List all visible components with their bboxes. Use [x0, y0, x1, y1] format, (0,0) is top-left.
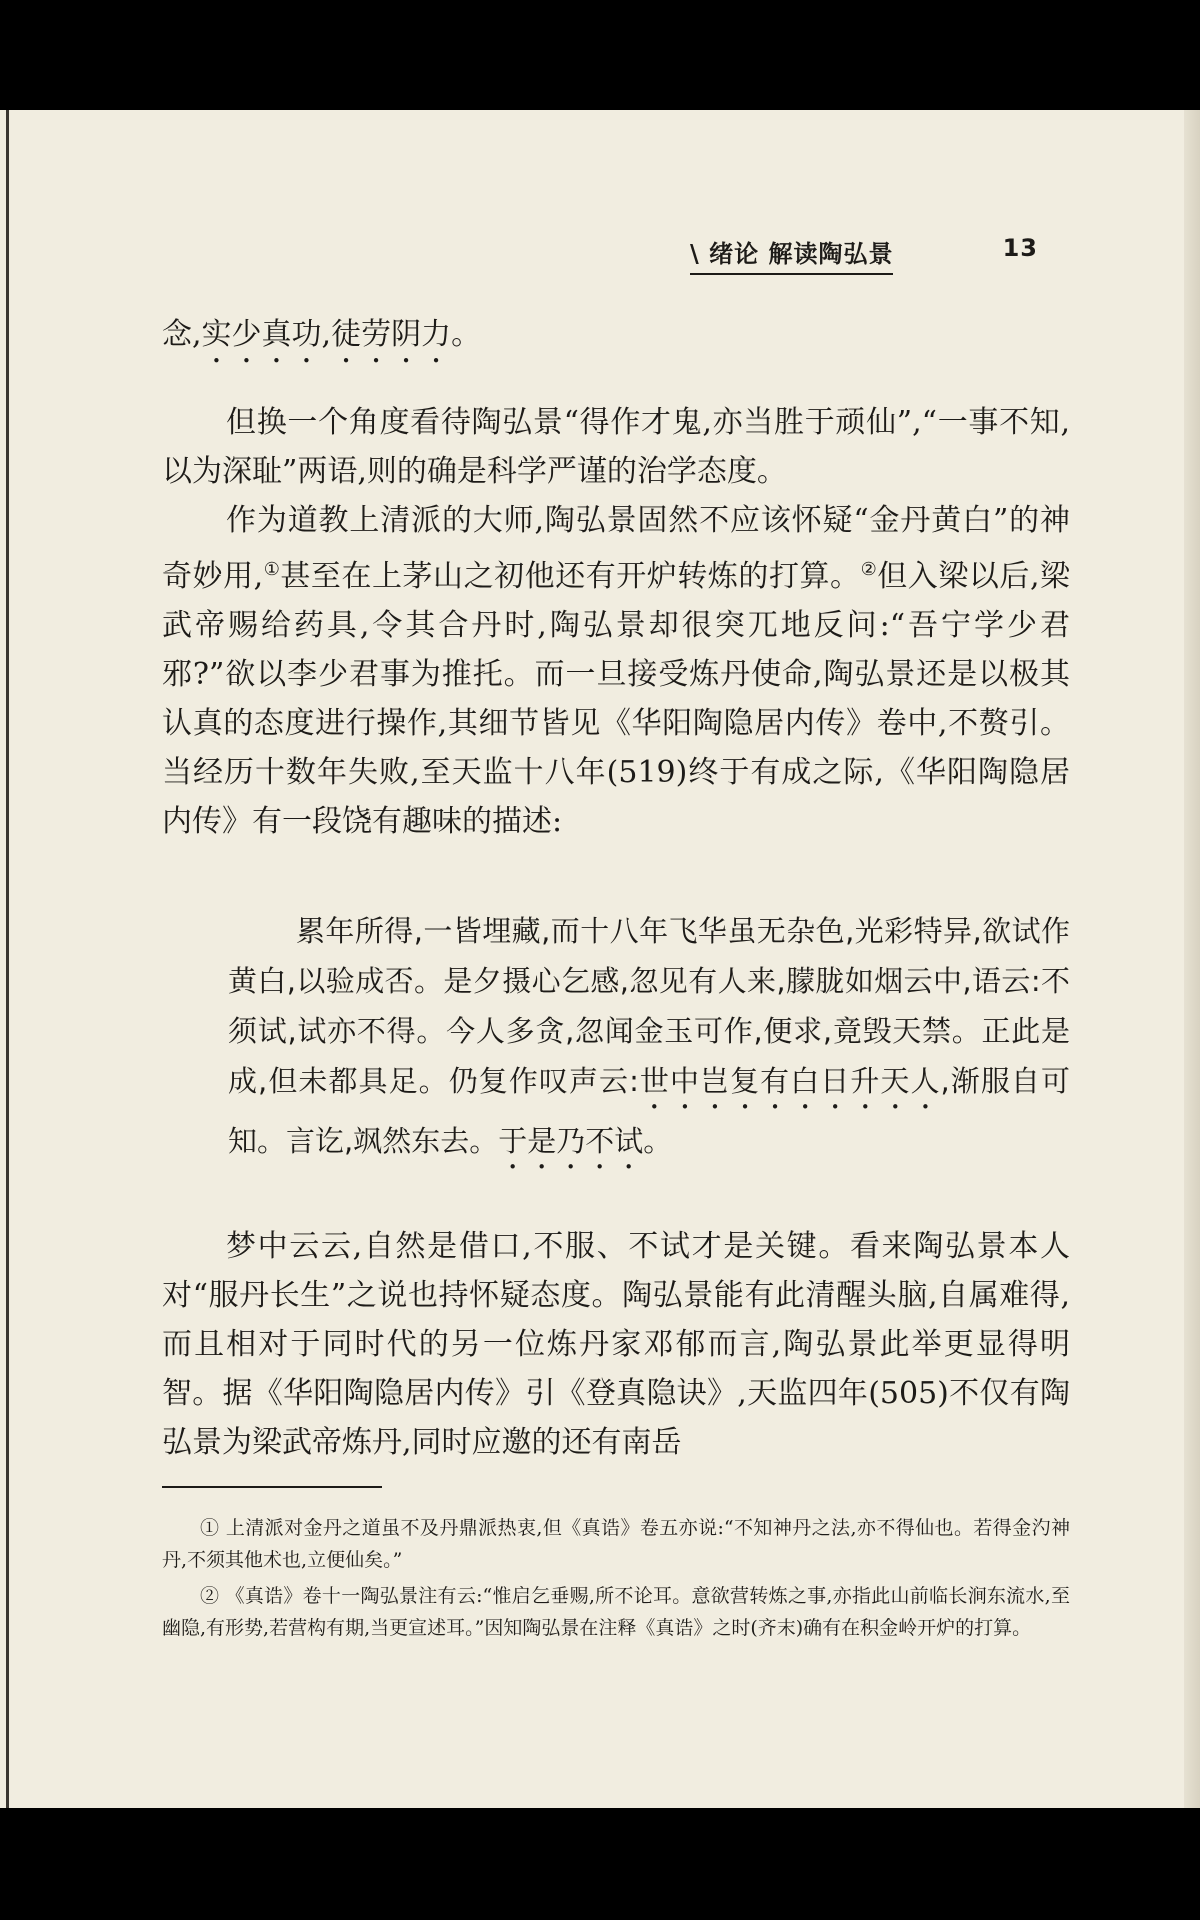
- line1-end: 。: [451, 317, 482, 352]
- line1-plain: 念,: [162, 317, 202, 352]
- paragraph-1: 但换一个角度看待陶弘景“得作才鬼,亦当胜于顽仙”,“一事不知,以为深耻”两语,则的确是科学严谨的治学态度。: [162, 405, 1070, 489]
- footnotes: [162, 1512, 1070, 1648]
- footnote-1: ① 上清派对金丹之道虽不及丹鼎派热衷,但《真诰》卷五亦说:“不知神丹之法,亦不得仙也。若得金汋神丹,不须其他术也,立便仙矣。”: [162, 1517, 1070, 1571]
- quote-emphasis: 世中岂复有白日升天人: [638, 1064, 941, 1098]
- block-quote: [228, 906, 1070, 1176]
- running-head-title: \ 绪论 解读陶弘景: [690, 234, 893, 275]
- para2-part2: 甚至在上茅山之初他还有开炉转炼的打算。: [280, 559, 861, 594]
- line1-emphasis-2: 徒劳阴力: [331, 317, 452, 352]
- footnote-divider: [162, 1486, 382, 1488]
- footnote-ref-1[interactable]: ①: [263, 559, 281, 580]
- line1-emphasis: 实少真功: [201, 317, 322, 352]
- paragraph-3: 梦中云云,自然是借口,不服、不试才是关键。看来陶弘景本人对“服丹长生”之说也持怀疑态度。陶弘景能有此清醒头脑,自属难得,而且相对于同时代的另一位炼丹家邓郁而言,陶弘景此举更显得明智。据《华阳陶隐居内传》引《登真隐诀》,天监四年(505)不仅有陶弘景为梁武帝炼丹,同时应邀的还有南岳: [162, 1229, 1070, 1460]
- quote-end: 。: [643, 1124, 673, 1158]
- page-number: 13: [1002, 234, 1038, 262]
- footnote-ref-2[interactable]: ②: [860, 559, 878, 580]
- page-edge: [1184, 110, 1200, 1808]
- quote-part1: 累年所得,一皆埋藏,而十八年飞华虽无杂色,光彩特异,欲试作黄白,以验成否。是夕摄心乞感,忽见有人来,朦胧如烟云中,语云:不须试,试亦不得。今人多贪,忽闻金玉可作,便求,竟毁天禁。正此是成,但未都具足。仍复作叹声云:: [228, 914, 1070, 1098]
- quote-part2: ,渐服自可知。言讫,飒然东去。: [228, 1064, 1070, 1158]
- page-spine: [6, 110, 9, 1808]
- paragraph-2: [162, 496, 1070, 846]
- line1-sep: ,: [321, 317, 332, 352]
- quote-emphasis-2: 于是乃不试: [498, 1124, 644, 1158]
- para2-part1: 作为道教上清派的大师,陶弘景固然不应该怀疑“金丹黄白”的神奇妙用,: [162, 503, 1070, 594]
- book-page: [0, 110, 1200, 1808]
- para2-part3: 但入梁以后,梁武帝赐给药具,令其合丹时,陶弘景却很突兀地反问:“吾宁学少君邪?”欲以李少君事为推托。而一旦接受炼丹使命,陶弘景还是以极其认真的态度进行操作,其细节皆见《华阳陶隐居内传》卷中,不赘引。当经历十数年失败,至天监十八年(519)终于有成之际,《华阳陶隐居内传》有一段饶有趣味的描述:: [162, 559, 1071, 839]
- body-line-1: [162, 310, 1070, 370]
- running-head: [690, 234, 1050, 275]
- footnote-2: ② 《真诰》卷十一陶弘景注有云:“惟启乞垂赐,所不论耳。意欲营转炼之事,亦指此山前临长涧东流水,至幽隐,有形势,若营构有期,当更宣述耳。”因知陶弘景在注释《真诰》之时(齐末)确有在积金岭开炉的打算。: [162, 1585, 1070, 1639]
